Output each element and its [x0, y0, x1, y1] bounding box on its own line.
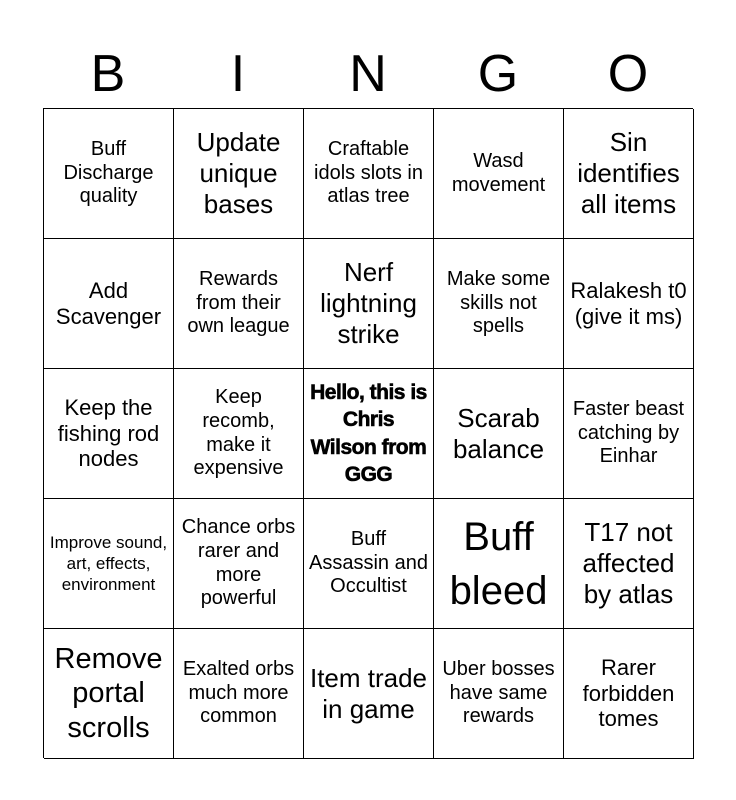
bingo-cell[interactable] [174, 239, 304, 369]
bingo-cell[interactable] [564, 629, 694, 759]
bingo-cell[interactable] [44, 239, 174, 369]
header-letter-g: G [477, 45, 519, 103]
bingo-cell[interactable] [564, 109, 694, 239]
bingo-cell[interactable] [174, 109, 304, 239]
bingo-cell[interactable] [44, 369, 174, 499]
bingo-cell[interactable] [44, 629, 174, 759]
bingo-cell-text: Buff Discharge quality [63, 138, 154, 208]
header-letter-b: B [90, 45, 126, 103]
bingo-cell-text: Craftable idols slots in atlas tree [314, 138, 423, 208]
bingo-cell-text: Remove portal scrolls [54, 643, 163, 744]
bingo-cell[interactable] [304, 499, 434, 629]
free-space-cell[interactable] [304, 369, 434, 499]
bingo-cell[interactable] [564, 369, 694, 499]
bingo-cell-text: Ralakesh t0 (give it ms) [570, 277, 687, 329]
bingo-cell-text: Rarer forbidden tomes [582, 654, 675, 732]
bingo-cell-text: Sin identifies all items [577, 127, 680, 219]
bingo-cell[interactable] [44, 499, 174, 629]
bingo-cell[interactable] [174, 499, 304, 629]
bingo-cell-text: Item trade in game [309, 662, 428, 724]
bingo-cell-text: Wasd movement [451, 149, 546, 196]
bingo-cell[interactable] [304, 239, 434, 369]
bingo-cell-text: Faster beast catching by Einhar [572, 398, 685, 468]
bingo-cell[interactable] [564, 499, 694, 629]
bingo-cell-text: Chance orbs rarer and more powerful [181, 516, 296, 610]
bingo-cell-text: Nerf lightning strike [320, 257, 417, 349]
bingo-cell-text: Scarab balance [452, 402, 545, 464]
bingo-cell-text: Add Scavenger [55, 277, 162, 329]
bingo-cell[interactable] [44, 109, 174, 239]
bingo-header [43, 40, 693, 108]
bingo-cell[interactable] [174, 629, 304, 759]
bingo-cell[interactable] [434, 629, 564, 759]
bingo-cell-text: Uber bosses have same rewards [442, 658, 555, 728]
header-letter-i: I [230, 45, 246, 103]
bingo-cell[interactable] [434, 369, 564, 499]
bingo-cell-text: Buff bleed [449, 514, 548, 613]
bingo-cell-text: Update unique bases [196, 127, 281, 219]
header-letter-o: O [607, 45, 649, 103]
bingo-cell[interactable] [304, 109, 434, 239]
bingo-cell[interactable] [434, 109, 564, 239]
free-space-text: Hello, this is Chris Wilson from GGG [310, 380, 427, 486]
bingo-cell[interactable] [434, 239, 564, 369]
bingo-cell-text: Exalted orbs much more common [182, 658, 295, 728]
header-letter-n: N [349, 45, 387, 103]
bingo-cell[interactable] [564, 239, 694, 369]
bingo-cell[interactable] [304, 629, 434, 759]
bingo-cell-text: Keep recomb, make it expensive [193, 386, 284, 480]
bingo-cell-text: Improve sound, art, effects, environment [49, 532, 168, 595]
bingo-cell[interactable] [174, 369, 304, 499]
bingo-cell-text: Rewards from their own league [187, 268, 290, 338]
bingo-cell-text: Buff Assassin and Occultist [309, 528, 428, 598]
bingo-cell-text: Keep the fishing rod nodes [57, 394, 160, 472]
bingo-cell[interactable] [434, 499, 564, 629]
bingo-cell-text: Make some skills not spells [446, 268, 551, 338]
bingo-card-grid [43, 108, 693, 758]
bingo-cell-text: T17 not affected by atlas [582, 517, 675, 609]
